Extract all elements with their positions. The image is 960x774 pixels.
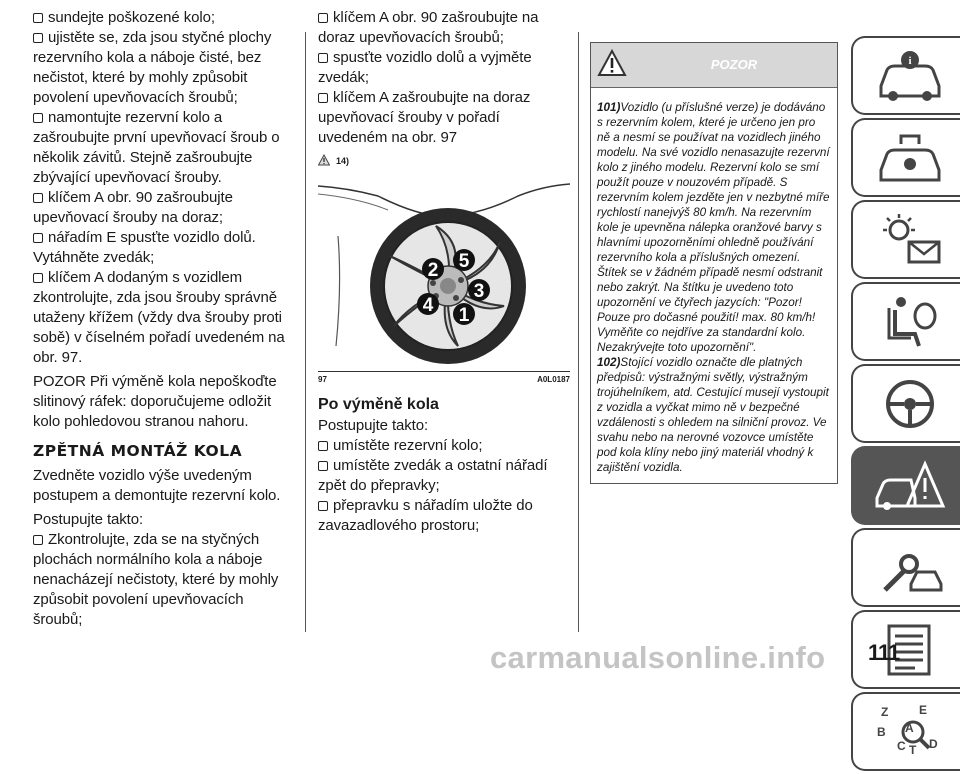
page-number: 111 <box>868 640 900 665</box>
step-place-spare: umístěte rezervní kolo; <box>318 436 566 456</box>
step-lower-vehicle: nářadím E spusťte vozidlo dolů. <box>33 228 291 248</box>
tab-airbag[interactable] <box>851 118 960 197</box>
step-mount-spare: namontujte rezervní kolo a zašroubujte první upevňovací šroub o několik závitů. Stejně zašroubujte zbývající upevňovací šrouby. <box>33 109 280 186</box>
car-info-icon <box>875 48 945 104</box>
checkbox-icon <box>318 501 328 511</box>
left-column <box>33 8 291 630</box>
caution-note: POZOR Při výměně kola nepoškoďte slitinový ráfek: doporučujeme odložit kolo pohledovou stranou nahoru. <box>33 373 277 430</box>
checkbox-icon <box>33 33 43 43</box>
step-lower-remove-jack: spusťte vozidlo dolů a vyjměte zvedák; <box>318 49 532 86</box>
airbag-icon <box>875 130 945 186</box>
subheading: Po výměně kola <box>318 396 439 413</box>
intro-text: Zvedněte vozidlo výše uvedeným postupem a demontujte rezervní kolo. <box>33 467 281 504</box>
wrench-car-icon <box>875 540 945 596</box>
tab-car-info[interactable] <box>851 36 960 115</box>
svg-text:T: T <box>909 743 917 757</box>
warning-triangle-icon <box>318 154 330 166</box>
step-store-tools: umístěte zvedák a ostatní nářadí zpět do přepravky; <box>318 457 548 494</box>
bolt-number: 1 <box>458 305 470 326</box>
bolt-number: 2 <box>427 260 439 281</box>
wheel-illustration <box>318 176 570 370</box>
checkbox-icon <box>318 53 328 63</box>
column-divider <box>305 32 306 632</box>
warning-header <box>591 43 837 88</box>
alphabet-index-icon <box>875 704 945 760</box>
checkbox-icon <box>318 13 328 23</box>
tab-emergency[interactable] <box>851 446 960 525</box>
lights-mail-icon <box>875 212 945 268</box>
seat-airbag-icon <box>875 294 945 350</box>
tab-seat-airbag[interactable] <box>851 282 960 361</box>
steering-wheel-icon <box>875 376 945 432</box>
step-remove-jack: Vytáhněte zvedák; <box>33 249 155 266</box>
checkbox-icon <box>33 233 43 243</box>
bolt-number: 3 <box>473 281 485 302</box>
tab-maintenance[interactable] <box>851 528 960 607</box>
step-remove-wheel: sundejte poškozené kolo; <box>33 8 291 28</box>
procedure-label: Postupujte takto: <box>318 417 429 434</box>
step-tighten-bolts: klíčem A obr. 90 zašroubujte upevňovací šrouby na doraz; <box>33 189 233 226</box>
checkbox-icon <box>33 535 43 545</box>
svg-text:A: A <box>905 721 914 735</box>
wheel-figure <box>318 154 570 386</box>
svg-text:i: i <box>908 55 912 67</box>
svg-text:B: B <box>877 725 886 739</box>
warning-box <box>590 42 838 484</box>
figure-code: A0L0187 <box>537 375 570 384</box>
svg-text:D: D <box>929 737 938 751</box>
svg-text:Z: Z <box>881 705 889 719</box>
checkbox-icon <box>33 113 43 123</box>
bolt-number: 5 <box>458 251 470 272</box>
checkbox-icon <box>318 441 328 451</box>
svg-text:C: C <box>897 739 906 753</box>
watermark: carmanualsonline.info <box>490 640 826 675</box>
column-divider <box>578 32 579 632</box>
svg-text:E: E <box>919 704 928 717</box>
step-tighten-fully: klíčem A obr. 90 zašroubujte na doraz upevňovacích šroubů; <box>318 9 539 46</box>
checkbox-icon <box>33 273 43 283</box>
checkbox-icon <box>318 461 328 471</box>
tab-index[interactable] <box>851 692 960 771</box>
step-inspect-surfaces: Zkontrolujte, zda se na styčných plochách normálního kola a náboje nenacházejí nečistoty, které by mohly způsobit povolení upevňovacích šroubů; <box>33 531 279 628</box>
tab-lights-mail[interactable] <box>851 200 960 279</box>
checkbox-icon <box>33 193 43 203</box>
figure-number: 97 <box>318 375 327 384</box>
checkbox-icon <box>318 93 328 103</box>
procedure-label: Postupujte takto: <box>33 511 144 528</box>
step-check-surfaces: ujistěte se, zda jsou styčné plochy rezervního kola a náboje čisté, bez nečistot, které by mohly způsobit povolení upevňovacích šroubů; <box>33 29 272 106</box>
step-tighten-order: klíčem A zašroubujte na doraz upevňovací šrouby v pořadí uvedeném na obr. 97 <box>318 89 531 146</box>
warning-body <box>591 88 837 475</box>
warning-title: POZOR <box>710 57 758 72</box>
figure-caption <box>318 371 570 386</box>
step-store-box: přepravku s nářadím uložte do zavazadlového prostoru; <box>318 497 533 534</box>
bolt-number: 4 <box>422 295 434 316</box>
step-check-torque: klíčem A dodaným s vozidlem zkontrolujte, zda jsou šrouby správně utaženy křížem (vždy dva šrouby proti sobě) v číselném pořadí uvedeném na obr. 97. <box>33 269 285 366</box>
middle-column <box>318 8 570 536</box>
car-warning-triangle-icon <box>875 458 945 514</box>
tab-steering[interactable] <box>851 364 960 443</box>
figure-note: 14) <box>318 154 349 166</box>
checkbox-icon <box>33 13 43 23</box>
warning-item: 102)Stojící vozidlo označte dle platných předpisů: výstražnými světly, výstražným trojúhelníkem, atd. Cestující musejí vystoupit z vozidla a vyčkat mimo ně v bezpečné vzdálenosti s ohledem na silniční provoz. Ve svahu nebo na nerovné vozovce umístěte pod kola klíny nebo jiný materiál vhodný k zajištění vozidla. <box>597 356 829 474</box>
warning-item: 101)Vozidlo (u příslušné verze) je dodáváno s rezervním kolem, které je určeno jen pro ně a nesmí se používat na vozidlech jiného modelu. Na své vozidlo nenasazujte rezervní kolo z jiného modelu. Rezervní kolo se smí použít pouze v nouzovém případě. S rezervním kolem jezděte jen v nezbytné míře rychlostí nanejvýš 80 km/h. Na rezervním kole je upevněna nálepka oranžové barvy s hlavními upozorněními ohledně používání rezervního kola a příslušných omezení. Štítek se v žádném případě nesmí odstranit nebo zakrýt. Na štítku je uvedeno toto upozornění ve čtyřech jazycích: "Pozor! Pouze pro dočasné použití! max. 80 km/h! Vyměňte co nejdříve za standardní kolo. Nezakrývejte toto upozornění". <box>597 101 830 354</box>
section-heading: ZPĚTNÁ MONTÁŽ KOLA <box>33 442 243 460</box>
